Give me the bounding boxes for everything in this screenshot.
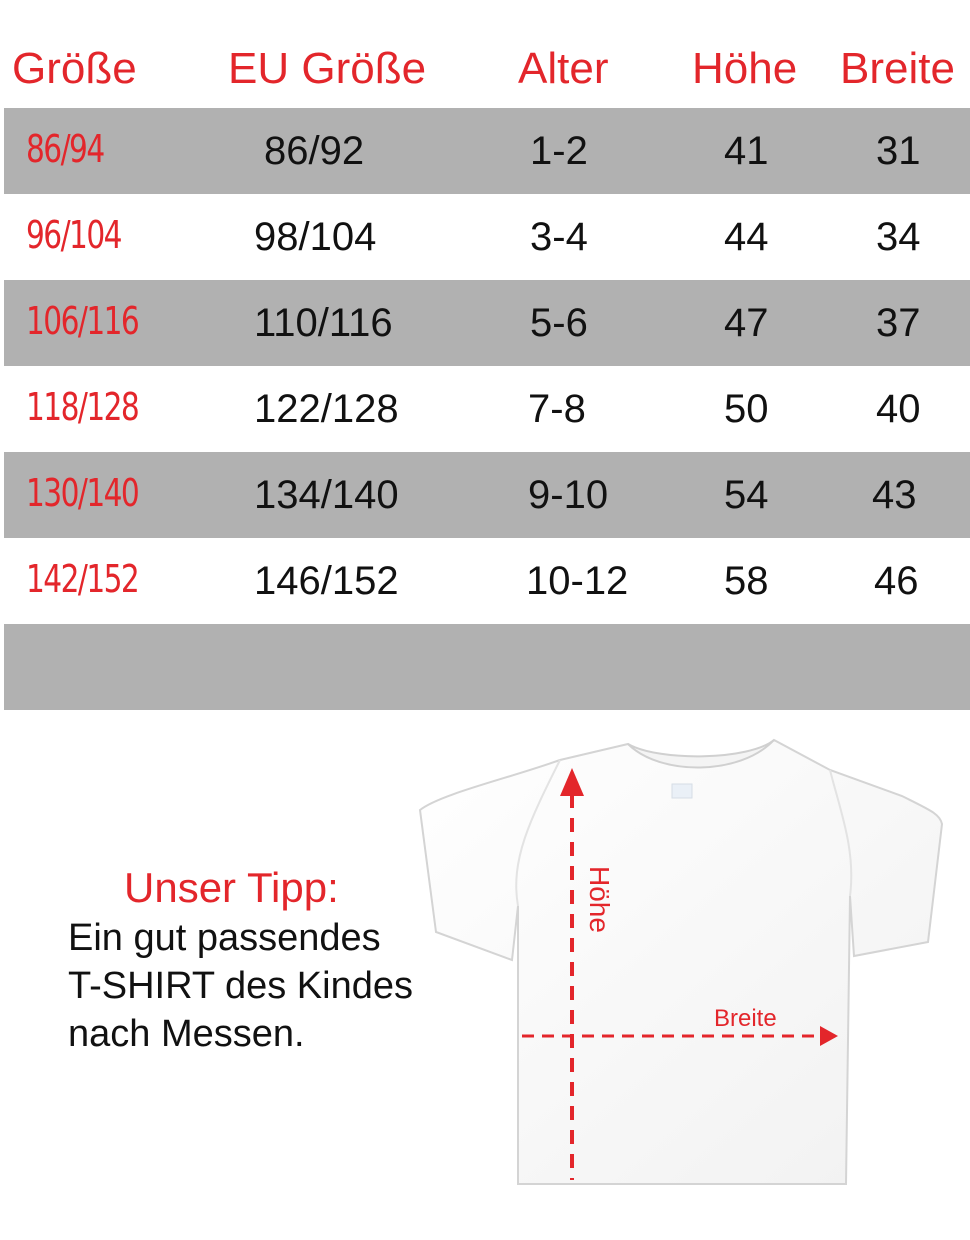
cell-groesse: 142/152 <box>26 557 139 601</box>
cell-groesse: 118/128 <box>26 385 139 429</box>
header-groesse: Größe <box>12 44 137 93</box>
cell-eu-groesse: 86/92 <box>264 129 365 173</box>
table-row <box>4 366 970 452</box>
cell-hoehe: 47 <box>724 301 769 345</box>
cell-hoehe: 50 <box>724 387 769 431</box>
cell-breite: 37 <box>876 301 921 345</box>
width-label: Breite <box>714 1005 777 1032</box>
cell-hoehe: 54 <box>724 473 769 517</box>
cell-eu-groesse: 110/116 <box>254 301 393 345</box>
table-row <box>4 452 970 538</box>
cell-alter: 10-12 <box>526 559 629 603</box>
t-shirt-icon <box>410 730 950 1200</box>
tip-line: T-SHIRT des Kindes <box>68 965 413 1007</box>
header-breite: Breite <box>840 44 955 93</box>
cell-hoehe: 44 <box>724 215 769 259</box>
table-header <box>4 30 970 108</box>
cell-eu-groesse: 98/104 <box>254 215 377 259</box>
tip-title: Unser Tipp: <box>124 864 339 911</box>
cell-breite: 43 <box>872 473 917 517</box>
cell-hoehe: 41 <box>724 129 769 173</box>
cell-alter: 5-6 <box>530 301 588 345</box>
cell-eu-groesse: 122/128 <box>254 387 399 431</box>
table-row <box>4 280 970 366</box>
cell-alter: 9-10 <box>528 473 609 517</box>
cell-groesse: 130/140 <box>26 471 139 515</box>
cell-alter: 1-2 <box>530 129 588 173</box>
cell-groesse: 96/104 <box>26 213 121 257</box>
table-row <box>4 194 970 280</box>
t-shirt-body <box>420 740 942 1184</box>
empty-table-band <box>4 624 970 710</box>
cell-eu-groesse: 134/140 <box>254 473 399 517</box>
cell-hoehe: 58 <box>724 559 769 603</box>
header-eu-groesse: EU Größe <box>228 44 427 93</box>
cell-groesse: 86/94 <box>26 127 104 171</box>
table-row <box>4 108 970 194</box>
tip-line: Ein gut passendes <box>68 917 381 959</box>
cell-breite: 40 <box>876 387 921 431</box>
height-label: Höhe <box>584 866 615 933</box>
cell-breite: 31 <box>876 129 921 173</box>
tip-line: nach Messen. <box>68 1013 305 1055</box>
size-table <box>4 30 970 710</box>
cell-groesse: 106/116 <box>26 299 139 343</box>
table-row <box>4 538 970 624</box>
cell-alter: 3-4 <box>530 215 588 259</box>
cell-eu-groesse: 146/152 <box>254 559 399 603</box>
cell-alter: 7-8 <box>528 387 586 431</box>
header-alter: Alter <box>518 44 609 93</box>
t-shirt-tag <box>672 784 692 798</box>
cell-breite: 46 <box>874 559 919 603</box>
header-hoehe: Höhe <box>692 44 798 93</box>
cell-breite: 34 <box>876 215 921 259</box>
